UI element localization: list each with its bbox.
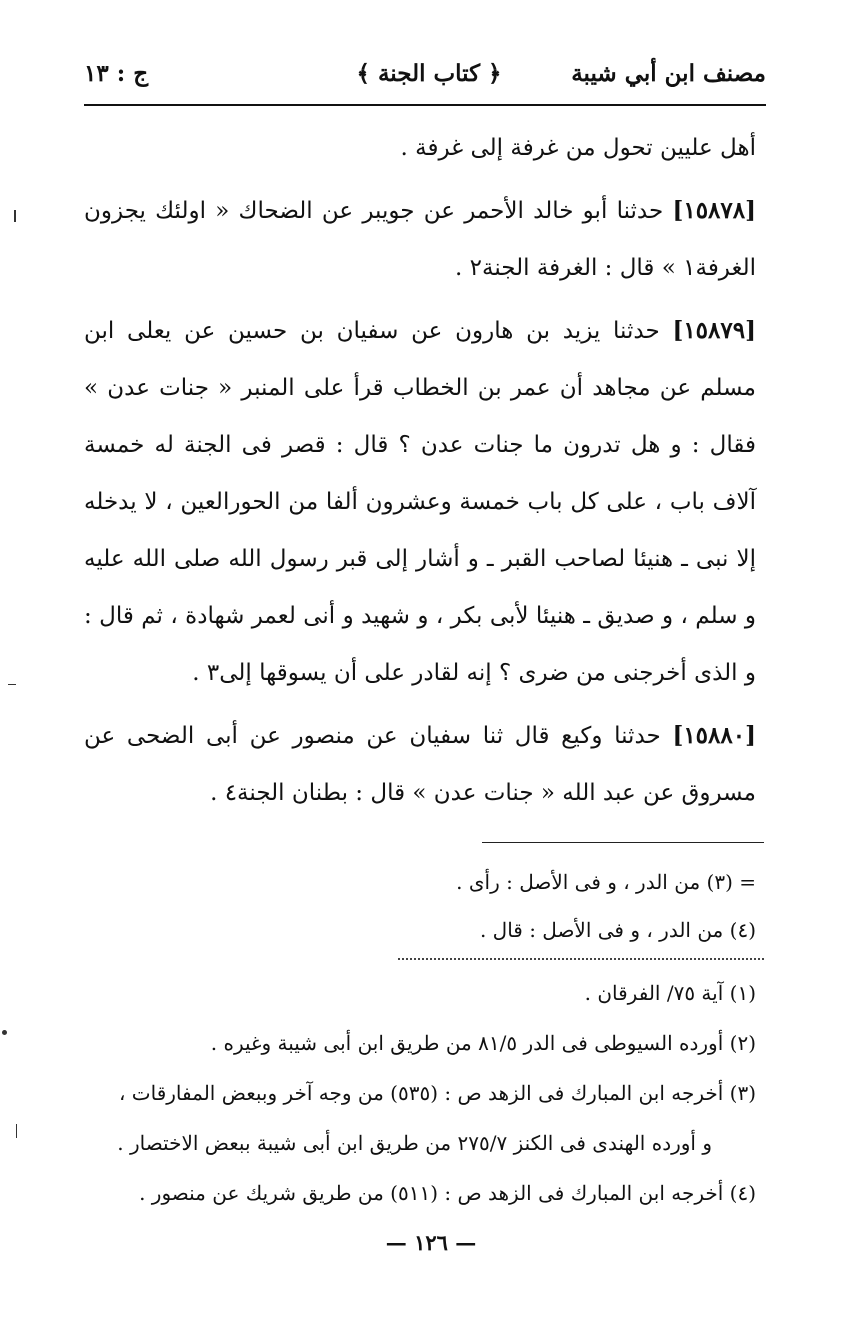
- footnote-3-continued: و أورده الهندى فى الكنز ٢٧٥/٧ من طريق ابن أبى شيبة ببعض الاختصار .: [117, 1131, 712, 1155]
- header-rule: [84, 104, 766, 106]
- margin-mark: [14, 210, 16, 222]
- running-header: [84, 52, 766, 100]
- footnote-3: (٣) أخرجه ابن المبارك فى الزهد ص : (٥٣٥) من وجه آخر وببعض المفارقات ،: [118, 1081, 756, 1105]
- footnote-dotted-separator: [398, 958, 764, 960]
- page-number: — ١٢٦ —: [385, 1230, 477, 1255]
- continuation-line: أهل عليين تحول من غرفة إلى غرفة .: [400, 135, 756, 161]
- footnote-1: (١) آية ٧٥/ الفرقان .: [584, 981, 756, 1005]
- section-title: ﴿ كتاب الجنة ﴾: [356, 60, 502, 87]
- footnotes: [84, 968, 756, 1218]
- footnote-separator: [482, 842, 764, 843]
- volume-number: ج : ١٣: [84, 60, 149, 87]
- hadith-text: حدثنا يزيد بن هارون عن سفيان بن حسين عن يعلى ابن مسلم عن مجاهد أن عمر بن الخطاب قرأ على المنبر « جنات عدن » فقال : و هل تدرون ما جنات عدن ؟ قال : قصر فى الجنة له خمسة آلاف باب ، على كل باب خمسة وعشرون ألفا من الحورالعين ، لا يدخله إلا نبى ـ هنيئا لصاحب القبر ـ و أشار إلى قبر رسول الله صلى الله عليه و سلم ، و صديق ـ هنيئا لأبى بكر ، و شهيد و أنى لعمر شهادة ، ثم قال : و الذى أخرجنى من ضرى ؟ إنه لقادر على أن يسوقها إلى٣ .: [84, 318, 756, 686]
- margin-mark: [16, 1124, 17, 1138]
- hadith-text: حدثنا أبو خالد الأحمر عن جويبر عن الضحاك « اولئك يجزون الغرفة١ » قال : الغرفة الجنة٢ .: [84, 198, 756, 281]
- hadith-15879: [84, 302, 756, 702]
- hadith-number: [١٥٨٨٠]: [672, 722, 756, 749]
- continued-footnotes: [84, 858, 756, 954]
- margin-mark: [8, 684, 16, 685]
- footnote-prev-3: = (٣) من الدر ، و فى الأصل : رأى .: [456, 870, 756, 894]
- hadith-15878: [84, 182, 756, 297]
- footnote-prev-4: (٤) من الدر ، و فى الأصل : قال .: [479, 918, 756, 942]
- footnote-2: (٢) أورده السيوطى فى الدر ٨١/٥ من طريق ابن أبى شيبة وغيره .: [210, 1031, 756, 1055]
- footnote-4: (٤) أخرجه ابن المبارك فى الزهد ص : (٥١١) من طريق شريك عن منصور .: [139, 1181, 756, 1205]
- margin-mark: [2, 1030, 7, 1035]
- hadith-text: حدثنا وكيع قال ثنا سفيان عن منصور عن أبى الضحى عن مسروق عن عبد الله « جنات عدن » قال : بطنان الجنة٤ .: [84, 723, 756, 806]
- hadith-15880: [84, 707, 756, 822]
- main-text: [84, 120, 756, 822]
- hadith-number: [١٥٨٧٩]: [672, 317, 756, 344]
- hadith-number: [١٥٨٧٨]: [672, 197, 757, 224]
- book-title: مصنف ابن أبي شيبة: [571, 60, 766, 87]
